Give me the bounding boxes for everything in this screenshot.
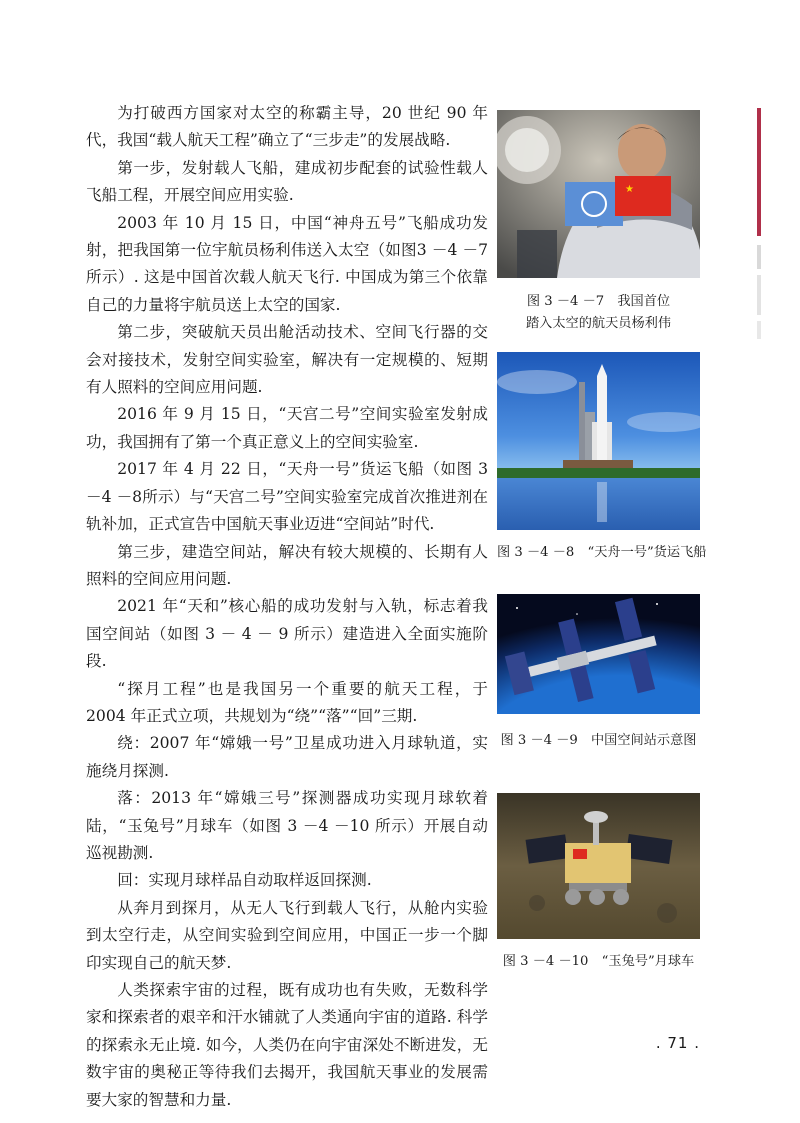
- body-text: [86, 100, 488, 1114]
- figure-space-station: [497, 594, 700, 714]
- paragraph: 第三步，建造空间站，解决有较大规模的、长期有人照料的空间应用问题.: [86, 542, 488, 588]
- figure-caption: 图 3 －4 －9 中国空间站示意图: [500, 733, 697, 748]
- paragraph: 绕：2007 年“嫦娥一号”卫星成功进入月球轨道，实施绕月探测.: [86, 734, 488, 780]
- paragraph: 2021 年“天和”核心船的成功发射与入轨，标志着我国空间站（如图 3 － 4 － 9 所示）建造进入全面实施阶段.: [86, 597, 488, 671]
- figure-astronaut: [497, 110, 700, 278]
- paragraph: 回：实现月球样品自动取样返回探测.: [117, 871, 372, 890]
- figure-caption: 图 3 －4 －10 “玉兔号”月球车: [502, 954, 695, 969]
- paragraph: 2017 年 4 月 22 日，“天舟一号”货运飞船（如图 3 －4 －8所示）与“天宫二号”空间实验室完成首次推进剂在轨补加，正式宣告中国航天事业迈进“空间站”时代.: [86, 460, 488, 534]
- paragraph: 第二步，突破航天员出舱活动技术、空间飞行器的交会对接技术，发射空间实验室，解决有一定规模的、短期有人照料的空间应用问题.: [86, 323, 488, 397]
- chapter-edge-marks: [756, 245, 762, 340]
- chapter-edge-bar: [757, 108, 761, 236]
- figure-rocket: [497, 352, 700, 530]
- paragraph: 落：2013 年“嫦娥三号”探测器成功实现月球软着陆，“玉兔号”月球车（如图 3 －4 －10 所示）开展自动巡视勘测.: [86, 789, 488, 862]
- astronaut-photo: [497, 110, 700, 278]
- figure-caption: [497, 291, 700, 335]
- figure-rover: [497, 793, 700, 939]
- svg-text:★: ★: [625, 184, 634, 195]
- caption-line: 图 3 －4 －7 我国首位: [526, 294, 671, 309]
- paragraph: 2016 年 9 月 15 日，“天宫二号”空间实验室发射成功，我国拥有了第一个真正意义上的空间实验室.: [86, 405, 488, 451]
- paragraph: 从奔月到探月，从无人飞行到载人飞行，从舱内实验到太空行走，从空间实验到空间应用，中国正一步一个脚印实现自己的航天梦.: [86, 898, 488, 972]
- paragraph: 2003 年 10 月 15 日，中国“神舟五号”飞船成功发射，把我国第一位宇航员杨利伟送入太空（如图3 －4 －7 所示）. 这是中国首次载人航天飞行. 中国成为第三个依靠自己的力量将宇航员送上太空的国家.: [86, 213, 488, 314]
- paragraph: 人类探索宇宙的过程，既有成功也有失败，无数科学家和探索者的艰辛和汗水铺就了人类通向宇宙的道路. 科学的探索永无止境. 如今，人类仍在向宇宙深处不断进发，无数宇宙的奥秘正等待我们去揭开，我国航天事业的发展需要大家的智慧和力量.: [86, 981, 488, 1109]
- space-station-render: [497, 594, 700, 714]
- caption-line: 踏入太空的航天员杨利伟: [525, 316, 672, 331]
- paragraph: 第一步，发射载人飞船，建成初步配套的试验性载人飞船工程，开展空间应用实验.: [86, 158, 488, 205]
- rocket-photo: [497, 352, 700, 530]
- paragraph: “探月工程”也是我国另一个重要的航天工程，于 2004 年正式立项，共规划为“绕”“落”“回”三期.: [86, 679, 488, 725]
- figure-caption: 图 3 －4 －8 “天舟一号”货运飞船: [497, 545, 707, 560]
- rover-photo: [497, 793, 700, 939]
- paragraph: 为打破西方国家对太空的称霸主导，20 世纪 90 年代，我国“载人航天工程”确立了“三步走”的发展战略.: [86, 104, 488, 150]
- page-number: . 71 .: [655, 1034, 700, 1052]
